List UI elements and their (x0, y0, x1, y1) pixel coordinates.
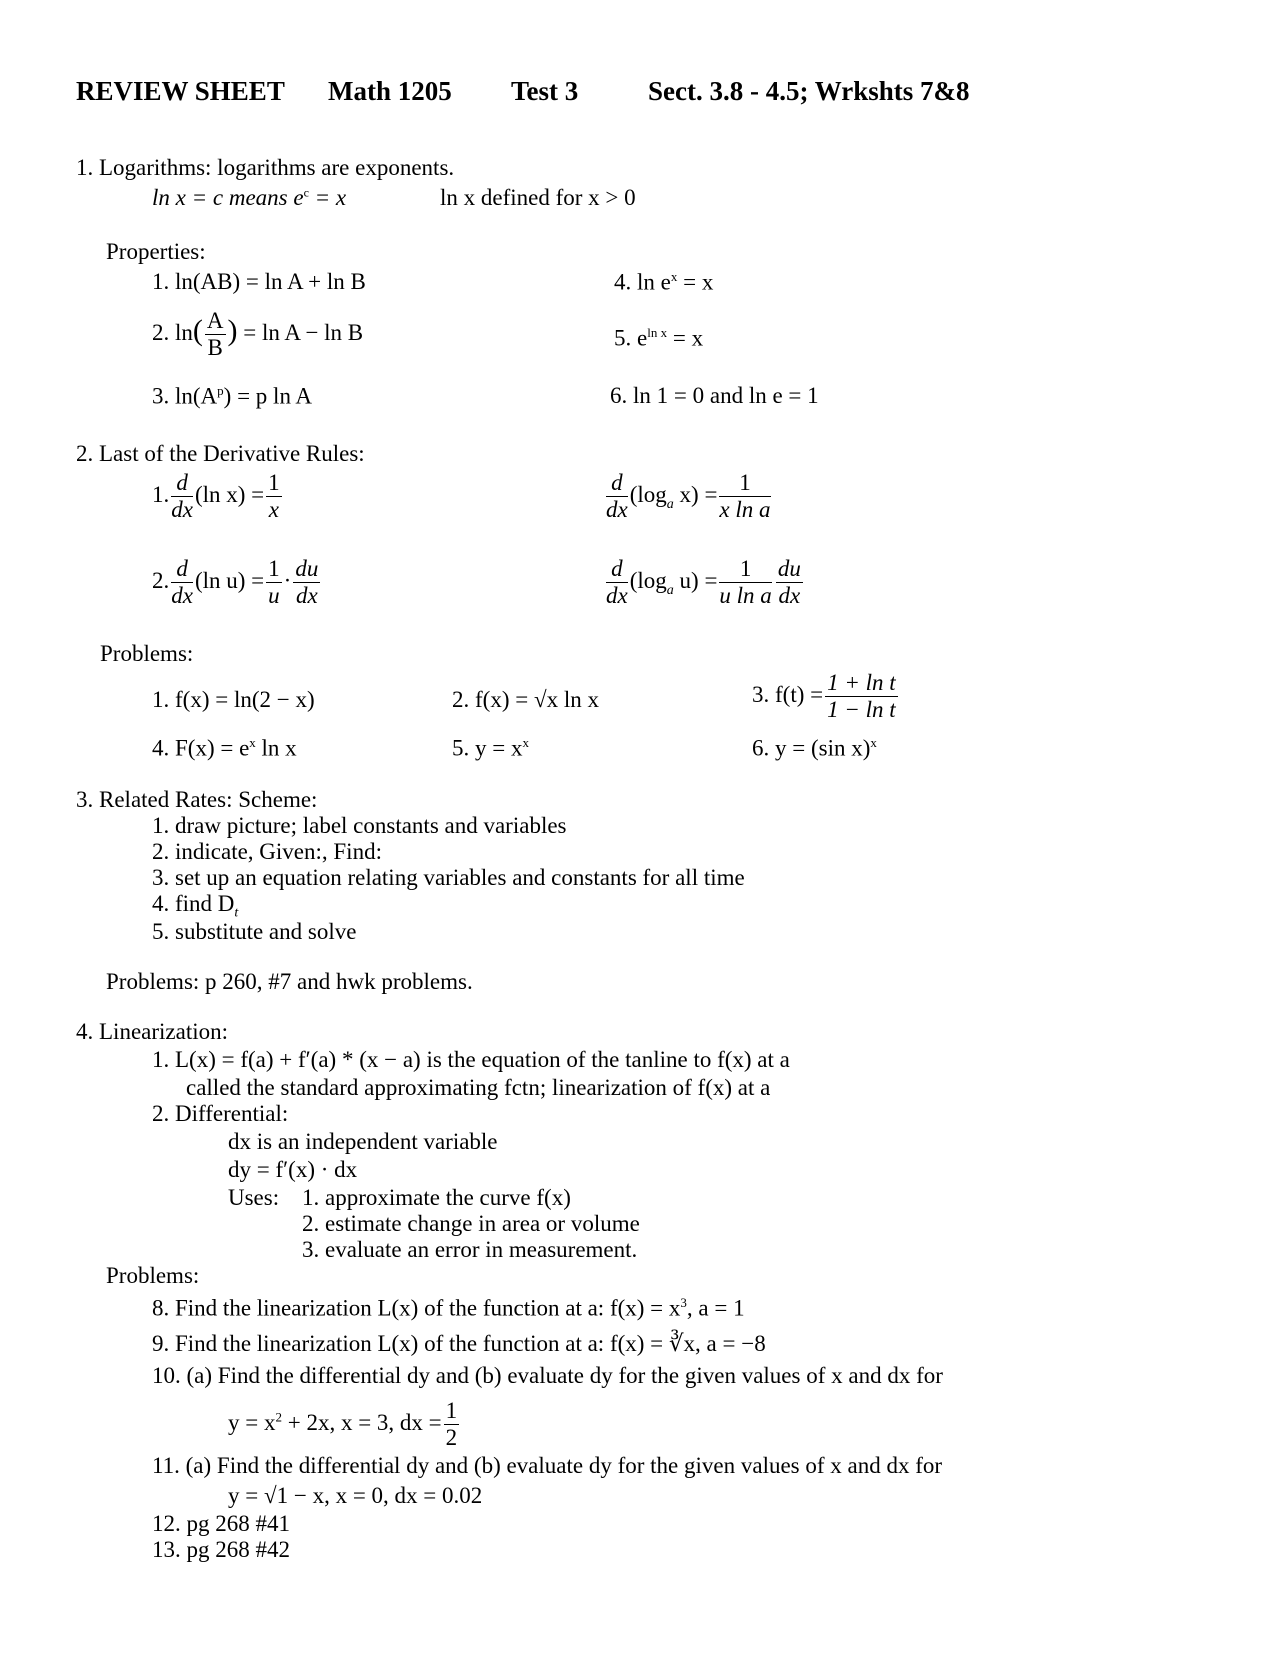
problems-label: Problems: (100, 641, 194, 666)
section-problems: Problems: p 260, #7 and hwk problems. (106, 969, 473, 994)
rule-log-a-u: $\frac{d}{dx}$ ($\log_a$ u) = $\frac{1}{\text{u ln a}}$ $\frac{du}{dx}$ (606, 556, 801, 609)
linearization-description: called the standard approximating fctn; linearization of f(x) at a (186, 1075, 771, 1100)
linearization-formula: 1. L(x) = f(a) + f′(a) * (x − a) is the equation of the tanline to f(x) at a (152, 1047, 790, 1072)
problem-5: 5. $y = x^x$ (452, 735, 529, 761)
problem-2: 2. f(x) = √x ln x (452, 687, 599, 712)
scheme-step-2: 2. indicate, Given:, Find: (152, 839, 382, 864)
problems-label: Problems: (106, 1263, 200, 1288)
problem-9: 9. Find the linearization L(x) of the function at a: f(x) = ∛x, a = −8 (152, 1331, 766, 1356)
section-heading: 3. Related Rates: Scheme: (76, 787, 318, 812)
sections-covered: Sect. 3.8 - 4.5; Wrkshts 7&8 (648, 76, 970, 106)
rule-log-a-x: $\frac{d}{dx}$ ($\log_a$ x) = $\frac{1}{\text{x ln a}}$ (606, 470, 771, 523)
use-2: 2. estimate change in area or volume (302, 1211, 640, 1236)
log-definition: ln x = c means $e^c = x$ (152, 185, 347, 210)
scheme-step-3: 3. set up an equation relating variables and constants for all time (152, 865, 745, 890)
scheme-step-4: 4. find $D_t$ (152, 891, 239, 921)
course-number: Math 1205 (328, 76, 452, 106)
problem-8: 8. Find the linearization L(x) of the function at a: $f(x) = x^3$, a = 1 (152, 1295, 745, 1321)
sheet-title: REVIEW SHEET (76, 76, 285, 106)
properties-label: Properties: (106, 239, 206, 264)
problem-11-equation: y = √1 − x, x = 0, dx = 0.02 (228, 1483, 483, 1508)
property-3: 3. $\ln(A^p) = p$ ln A (152, 383, 313, 409)
section-heading: 1. Logarithms: logarithms are exponents. (76, 155, 455, 180)
differential-dy: dy = f′(x) · dx (228, 1157, 358, 1182)
use-3: 3. evaluate an error in measurement. (302, 1237, 638, 1262)
problem-3: 3. f(t) = $\frac{\text{1 + ln t}}{\text{1 − ln t}}$ (752, 670, 896, 723)
section-heading: 2. Last of the Derivative Rules: (76, 441, 365, 466)
use-1: 1. approximate the curve f(x) (302, 1185, 571, 1210)
problem-12: 12. pg 268 #41 (152, 1511, 290, 1536)
problem-6: 6. y = (sin x)$^x$ (752, 735, 877, 761)
rule-ln-x: 1. $\frac{d}{dx}$ (ln x) = $\frac{1}{x}$ (152, 470, 280, 523)
property-1: 1. ln(AB) = ln A + ln B (152, 269, 366, 294)
problem-4: 4. $F(x) = e^x$ ln x (152, 735, 297, 761)
scheme-step-1: 1. draw picture; label constants and variables (152, 813, 567, 838)
property-2: 2. ln( $\frac{A}{B}$ ) = ln A − ln B (152, 308, 364, 361)
problem-10: 10. (a) Find the differential dy and (b) evaluate dy for the given values of x and dx for (152, 1363, 943, 1388)
rule-ln-u: 2. $\frac{d}{dx}$ (ln u) = $\frac{1}{u}$ · $\frac{du}{dx}$ (152, 556, 319, 609)
problem-11: 11. (a) Find the differential dy and (b) evaluate dy for the given values of x and dx for (152, 1453, 943, 1478)
problem-10-equation: $y = x^2 + 2x$, x = 3, dx = $\frac{1}{2}$ (228, 1398, 458, 1451)
differential-dx: dx is an independent variable (228, 1129, 498, 1154)
section-heading: 4. Linearization: (76, 1019, 228, 1044)
log-domain: ln x defined for x > 0 (440, 185, 636, 210)
problem-1: 1. f(x) = ln(2 − x) (152, 687, 315, 712)
problem-13: 13. pg 268 #42 (152, 1537, 290, 1562)
property-6: 6. ln 1 = 0 and ln e = 1 (610, 383, 819, 408)
scheme-step-5: 5. substitute and solve (152, 919, 357, 944)
property-5: 5. $e^{ln x} = x$ (614, 325, 704, 351)
test-number: Test 3 (511, 76, 579, 106)
differential-label: 2. Differential: (152, 1101, 289, 1126)
uses-label: Uses: (228, 1185, 280, 1210)
property-4: 4. $\ln e^x = x$ (614, 269, 714, 295)
